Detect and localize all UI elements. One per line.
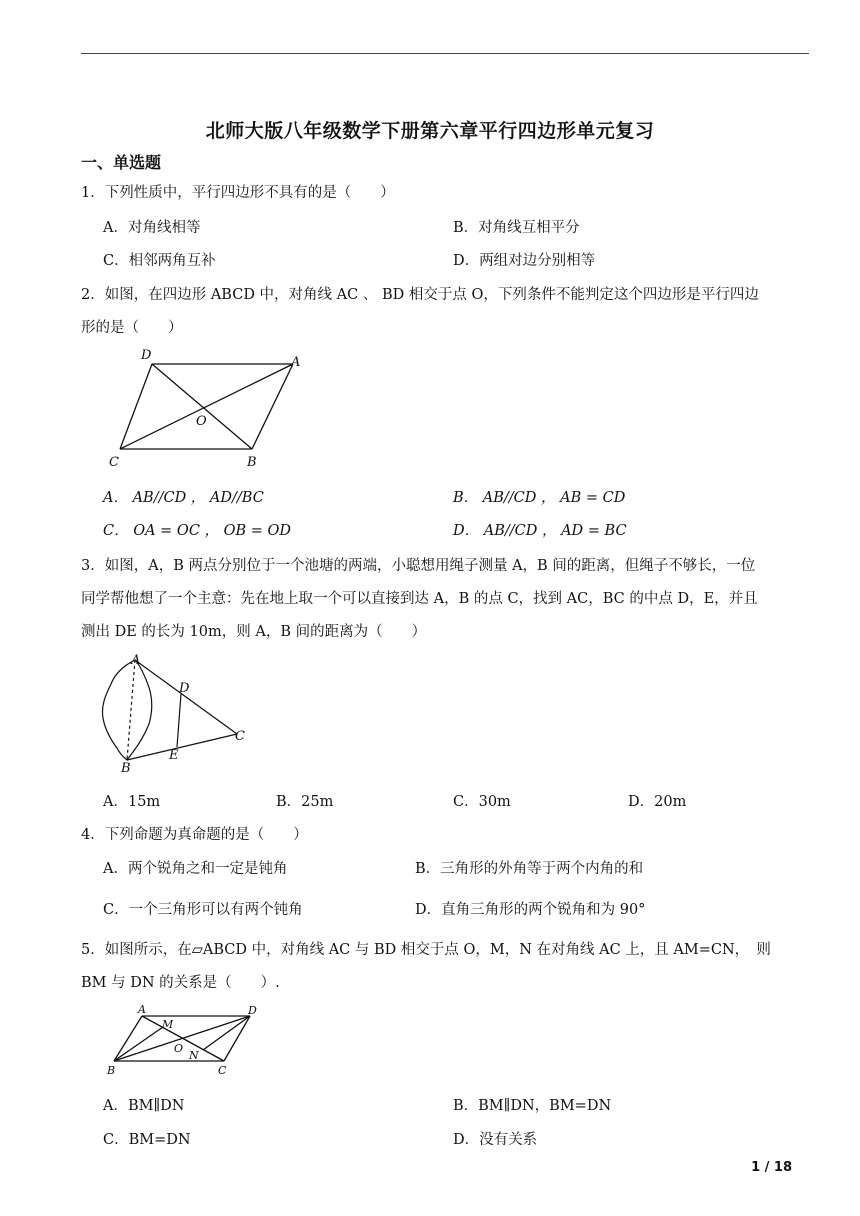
document-title: 北师大版八年级数学下册第六章平行四边形单元复习 — [205, 120, 655, 142]
q5-label-n: N — [189, 1049, 199, 1062]
q3-label-e: E — [169, 748, 179, 763]
q2-label-d: D — [141, 348, 152, 363]
q3-pond-outline — [102, 660, 151, 760]
q3-label-c: C — [235, 729, 245, 744]
q3-option-b: B．25m — [276, 794, 334, 810]
q3-label-d: D — [179, 681, 190, 696]
q5-label-c: C — [218, 1064, 227, 1077]
q5-segment-ba — [114, 1016, 142, 1061]
q1-option-c: C．相邻两角互补 — [103, 253, 216, 269]
q3-segment-de — [177, 694, 181, 747]
q4-stem: 4．下列命题为真命题的是（ ） — [81, 827, 308, 843]
q2-label-b: B — [247, 455, 257, 470]
q3-stem-line2: 同学帮他想了一个主意：先在地上取一个可以直接到达 A，B 的点 C，找到 AC，BC 的中点 D，E，并且 — [81, 591, 758, 607]
q1-stem: 1．下列性质中，平行四边形不具有的是（ ） — [81, 185, 395, 201]
q5-label-o: O — [174, 1042, 184, 1055]
q5-option-c: C．BM=DN — [103, 1132, 191, 1148]
q4-option-b: B．三角形的外角等于两个内角的和 — [415, 861, 644, 877]
q5-stem-line2: BM 与 DN 的关系是（ ）. — [81, 975, 280, 991]
q4-option-d: D．直角三角形的两个锐角和为 90° — [415, 902, 646, 918]
q2-option-a: A． AB//CD ， AD//BC — [103, 490, 264, 506]
page-number: 1 / 18 — [751, 1160, 792, 1175]
q3-option-c: C．30m — [453, 794, 511, 810]
q1-option-a: A．对角线相等 — [103, 220, 201, 236]
header-rule — [81, 53, 809, 54]
q2-label-o: O — [196, 414, 207, 429]
q2-stem-line1: 2．如图，在四边形 ABCD 中，对角线 AC 、 BD 相交于点 O，下列条件不能判定这个四边形是平行四边 — [81, 287, 759, 303]
q2-diagonal-db — [152, 364, 252, 449]
q3-segment-bc — [127, 734, 237, 760]
q3-pond-figure — [95, 648, 260, 776]
q4-option-a: A．两个锐角之和一定是钝角 — [103, 861, 288, 877]
q2-option-d: D． AB//CD ， AD = BC — [453, 523, 627, 539]
q2-parallelogram-figure — [100, 345, 310, 473]
q5-label-m: M — [162, 1018, 174, 1031]
q4-option-c: C．一个三角形可以有两个钝角 — [103, 902, 303, 918]
q3-label-a: A — [131, 653, 141, 668]
q3-stem-line3: 测出 DE 的长为 10m，则 A，B 间的距离为（ ） — [81, 624, 427, 640]
q3-segment-ac — [135, 660, 237, 734]
q3-label-b: B — [121, 761, 131, 776]
q3-segment-ab-dashed — [127, 660, 135, 760]
q3-option-d: D．20m — [628, 794, 687, 810]
q3-stem-line1: 3．如图，A，B 两点分别位于一个池塘的两端，小聪想用绳子测量 A，B 间的距离，但绳子不够长，一位 — [81, 558, 756, 574]
q2-option-b: B． AB//CD ， AB = CD — [453, 490, 626, 506]
q2-option-c: C． OA = OC ， OB = OD — [103, 523, 292, 539]
q5-segment-dn — [203, 1016, 250, 1050]
q2-stem-line2: 形的是（ ） — [81, 320, 183, 336]
q5-stem-line1: 5．如图所示，在▱ABCD 中，对角线 AC 与 BD 相交于点 O，M，N 在对角线 AC 上，且 AM=CN， 则 — [81, 942, 771, 958]
q5-option-a: A．BM∥DN — [103, 1098, 185, 1114]
q5-label-a: A — [138, 1003, 146, 1016]
section-heading: 一、单选题 — [81, 153, 162, 172]
q5-option-b: B．BM∥DN，BM=DN — [453, 1098, 612, 1114]
q5-label-b: B — [107, 1064, 116, 1077]
q5-parallelogram-figure — [100, 1002, 265, 1078]
q2-segment-ab — [252, 364, 293, 449]
q2-label-c: C — [109, 455, 119, 470]
q5-segment-bm — [114, 1027, 163, 1061]
q3-option-a: A．15m — [103, 794, 161, 810]
q2-diagonal-ca — [120, 364, 293, 449]
q1-option-b: B．对角线互相平分 — [453, 220, 580, 236]
q5-label-d: D — [248, 1004, 257, 1017]
q1-option-d: D．两组对边分别相等 — [453, 253, 596, 269]
q2-label-a: A — [291, 355, 301, 370]
q5-option-d: D．没有关系 — [453, 1132, 538, 1148]
